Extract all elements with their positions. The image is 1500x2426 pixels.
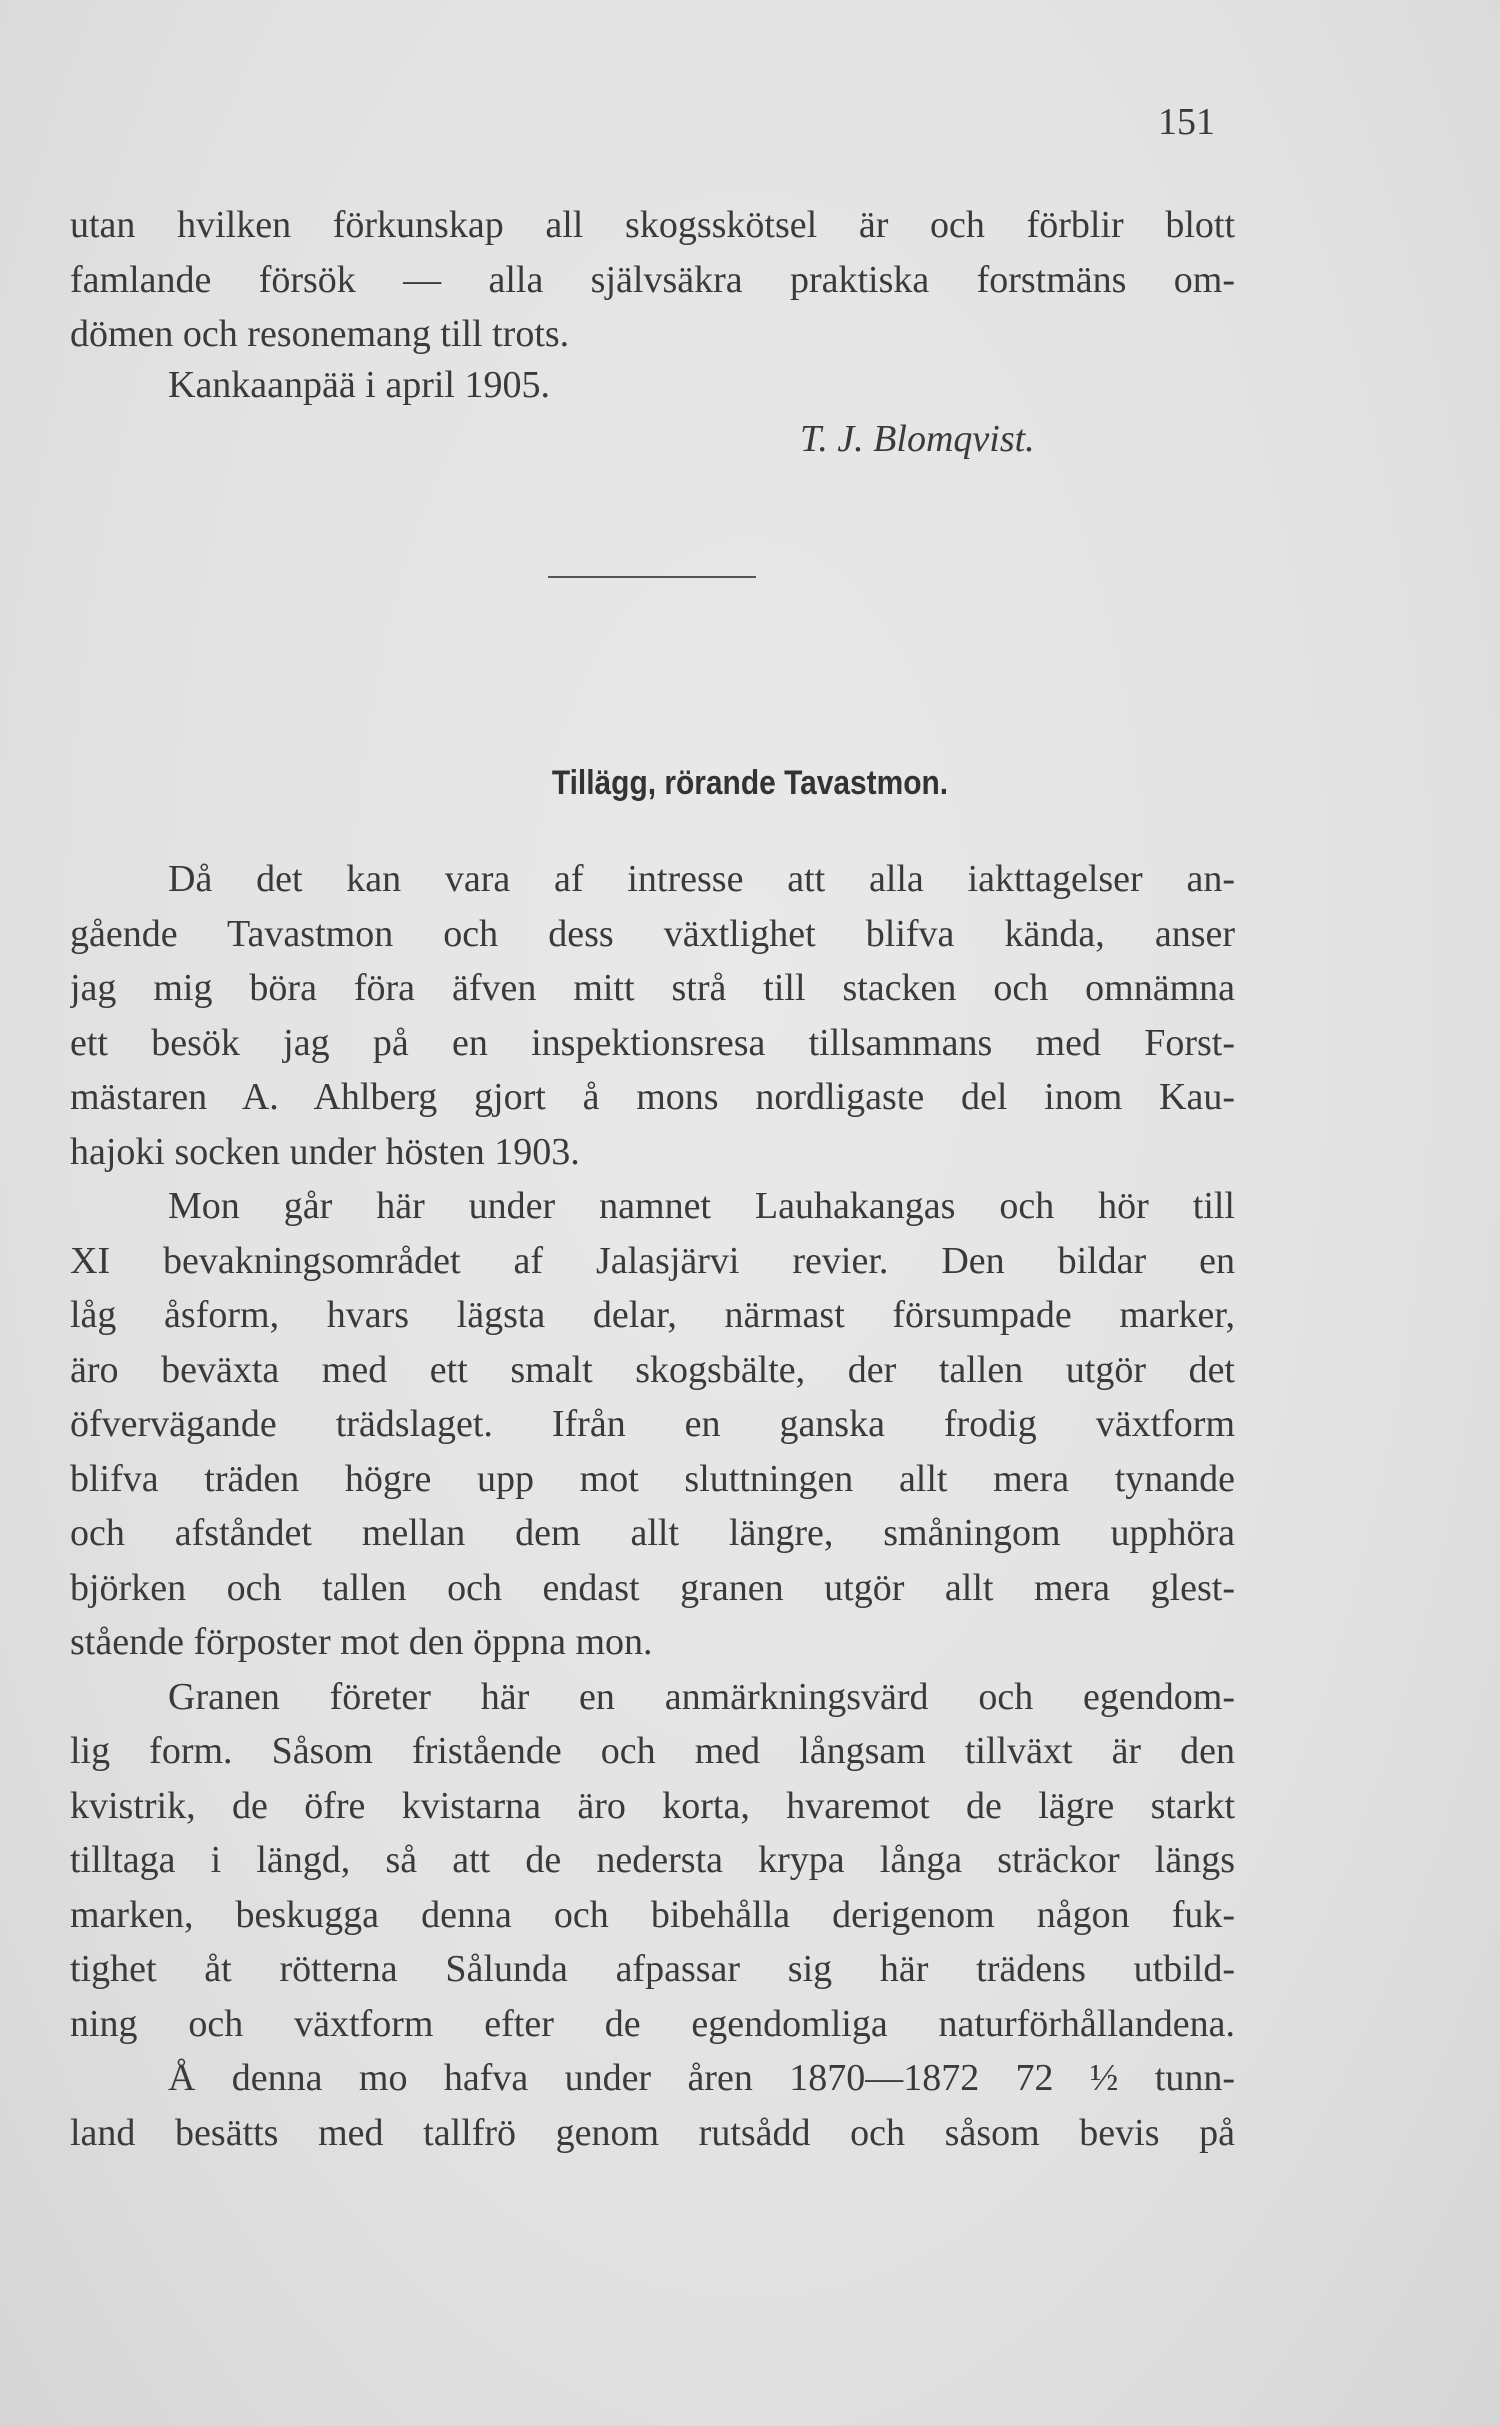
text-line: öfvervägande trädslaget. Ifrån en ganska frodig växtform bbox=[70, 1403, 1235, 1445]
text-line: kvistrik, de öfre kvistarna äro korta, hvaremot de lägre starkt bbox=[70, 1784, 1235, 1827]
text-line: marken, beskugga denna och bibehålla derigenom någon fuk- bbox=[70, 1893, 1235, 1936]
text-line: dömen och resonemang till trots. bbox=[70, 313, 570, 355]
section-divider bbox=[548, 576, 756, 578]
text-line: låg åsform, hvars lägsta delar, närmast försumpade marker, bbox=[70, 1294, 1235, 1336]
page-number: 151 bbox=[1158, 101, 1215, 143]
text-line: Mon går här under namnet Lauhakangas och hör till bbox=[168, 1185, 1235, 1227]
text-line: blifva träden högre upp mot sluttningen allt mera tynande bbox=[70, 1457, 1235, 1500]
body-text bbox=[70, 852, 1235, 2160]
intro-paragraph bbox=[70, 198, 1235, 362]
text-line: och afståndet mellan dem allt längre, småningom upphöra bbox=[70, 1512, 1235, 1554]
text-line: mästaren A. Ahlberg gjort å mons nordligaste del inom Kau- bbox=[70, 1076, 1235, 1118]
text-line: äro beväxta med ett smalt skogsbälte, der tallen utgör det bbox=[70, 1348, 1235, 1391]
signature: T. J. Blomqvist. bbox=[800, 418, 1035, 460]
text-line: famlande försök — alla självsäkra praktiska forstmäns om- bbox=[70, 258, 1235, 301]
text-line: gående Tavastmon och dess växtlighet blifva kända, anser bbox=[70, 912, 1235, 955]
text-line: Å denna mo hafva under åren 1870—1872 72 ½ tunn- bbox=[168, 2057, 1235, 2099]
text-line: hajoki socken under hösten 1903. bbox=[70, 1130, 580, 1173]
text-line: tilltaga i längd, så att de nedersta krypa långa sträckor längs bbox=[70, 1839, 1235, 1881]
text-line: utan hvilken förkunskap all skogsskötsel är och förblir blott bbox=[70, 204, 1235, 246]
text-line: björken och tallen och endast granen utgör allt mera glest- bbox=[70, 1566, 1235, 1609]
text-line: ning och växtform efter de egendomliga naturförhållandena. bbox=[70, 2002, 1235, 2045]
text-line: jag mig böra föra äfven mitt strå till stacken och omnämna bbox=[70, 967, 1235, 1009]
text-line: land besätts med tallfrö genom rutsådd och såsom bevis på bbox=[70, 2111, 1235, 2154]
text-line: XI bevakningsområdet af Jalasjärvi revier. Den bildar en bbox=[70, 1239, 1235, 1282]
text-line: stående förposter mot den öppna mon. bbox=[70, 1621, 653, 1663]
text-line: Då det kan vara af intresse att alla iakttagelser an- bbox=[168, 858, 1235, 900]
text-line: Granen företer här en anmärkningsvärd och egendom- bbox=[168, 1675, 1235, 1718]
text-line: tighet åt rötterna Sålunda afpassar sig här trädens utbild- bbox=[70, 1948, 1235, 1990]
text-line: ett besök jag på en inspektionsresa tillsammans med Forst- bbox=[70, 1021, 1235, 1064]
dateline: Kankaanpää i april 1905. bbox=[168, 364, 550, 406]
text-line: lig form. Såsom fristående och med långsam tillväxt är den bbox=[70, 1730, 1235, 1772]
section-heading: Tillägg, rörande Tavastmon. bbox=[551, 764, 949, 802]
